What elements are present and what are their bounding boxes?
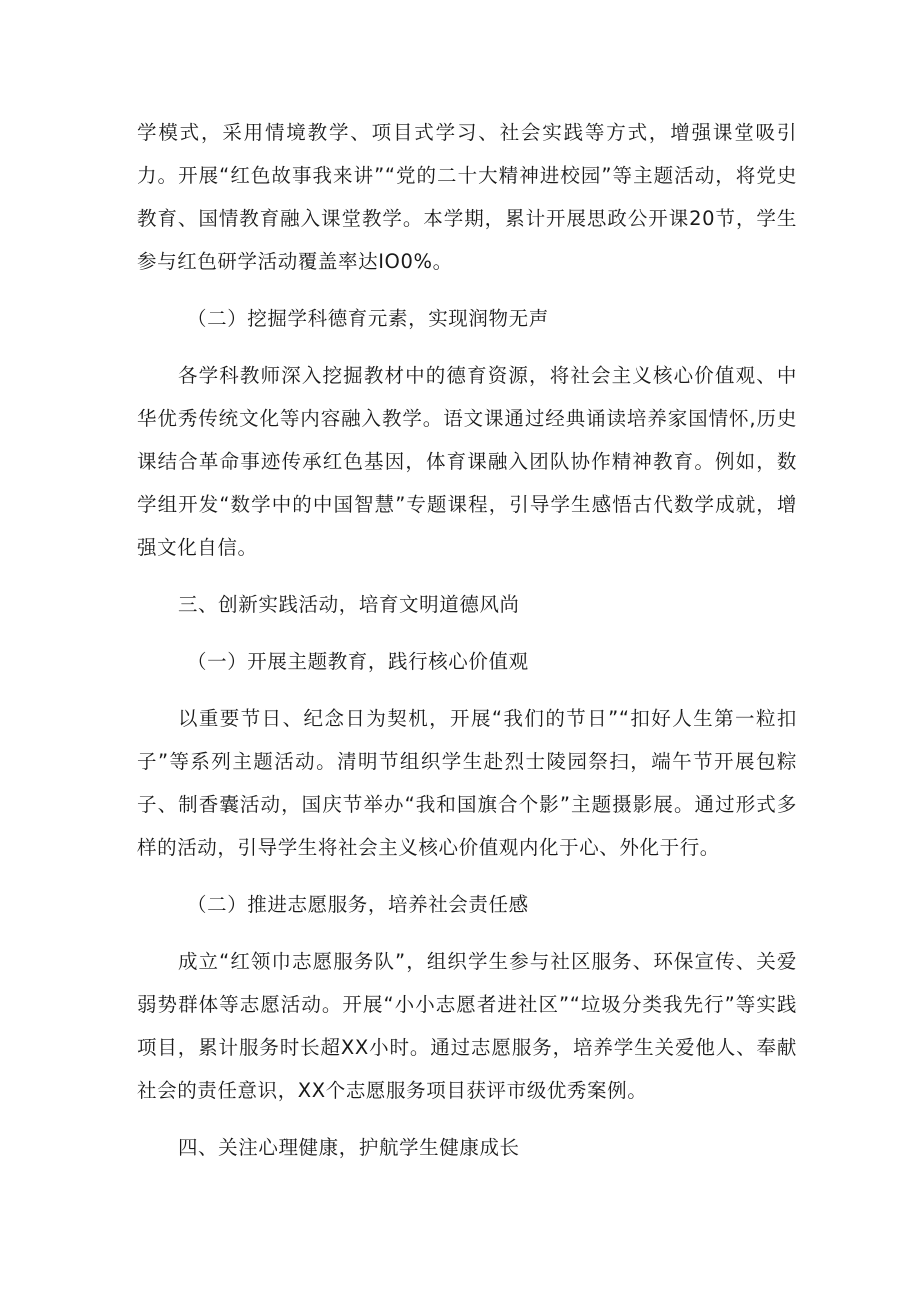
subheading-theme-education: （一）开展主题教育，践行核心价值观 <box>187 650 529 673</box>
heading-mental-health: 四、关注心理健康，护航学生健康成长 <box>177 1136 520 1159</box>
document-body <box>137 111 797 1169</box>
paragraph-disciplinary-resources: 各学科教师深入挖掘教材中的德育资源，将社会主义核心价值观、中华优秀传统文化等内容融入教学。语文课通过经典诵读培养家国情怀,历史课结合革命事迹传承红色基因，体育课融入团队协作精神教育。例如，数学组开发“数学中的中国智慧”专题课程，引导学生感悟古代数学成就，增强文化自信。 <box>137 364 797 559</box>
subheading-volunteer-service: （二）推进志愿服务，培养社会责任感 <box>187 893 529 916</box>
paragraph-theme-activities: 以重要节日、纪念日为契机，开展“我们的节日”“扣好人生第一粒扣子”等系列主题活动。清明节组织学生赴烈士陵园祭扫，端午节开展包粽子、制香囊活动，国庆节举办“我和国旗合个影”主题摄影展。通过形式多样的活动，引导学生将社会主义核心价值观内化于心、外化于行。 <box>137 707 797 859</box>
heading-innovative-practice: 三、创新实践活动，培育文明道德风尚 <box>177 593 520 616</box>
paragraph-continuation: 学模式，采用情境教学、项目式学习、社会实践等方式，增强课堂吸引力。开展“红色故事我来讲”“党的二十大精神进校园”等主题活动，将党史教育、国情教育融入课堂教学。本学期，累计开展思政公开课20节，学生参与红色研学活动覆盖率达IO0%。 <box>137 121 797 273</box>
paragraph-volunteer-activities: 成立“红领巾志愿服务队”，组织学生参与社区服务、环保宣传、关爱弱势群体等志愿活动。开展“小小志愿者进社区”“垃圾分类我先行”等实践项目，累计服务时长超XX小时。通过志愿服务，培养学生关爱他人、奉献社会的责任意识，XX个志愿服务项目获评市级优秀案例。 <box>137 950 797 1102</box>
subheading-disciplinary-moral-education: （二）挖掘学科德育元素，实现润物无声 <box>187 307 549 330</box>
